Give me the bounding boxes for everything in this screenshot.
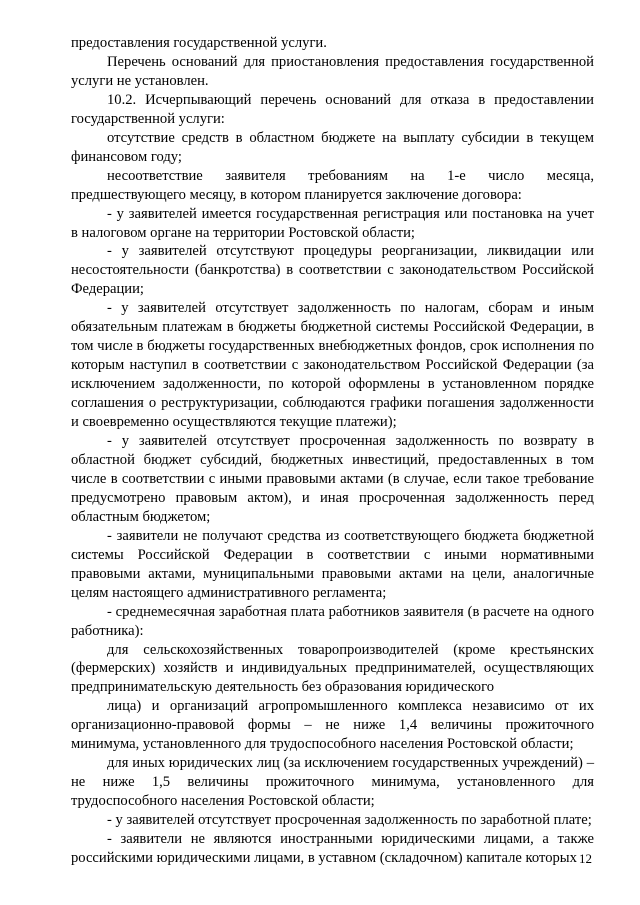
- paragraph-section-10-2: 10.2. Исчерпывающий перечень оснований для отказа в предоставлении государственной услуги:: [71, 91, 594, 127]
- paragraph-continuation: предоставления государственной услуги.: [71, 35, 327, 51]
- paragraph-other-legal-entities: для иных юридических лиц (за исключением государственных учреждений) – не ниже 1,5 величины прожиточного минимума, установленного для трудоспособного населения Ростовской области;: [71, 755, 594, 810]
- paragraph-other-budget-funds: - заявители не получают средства из соответствующего бюджета бюджетной системы Российской Федерации в соответствии с иными нормативными правовыми актами, муниципальными правовыми актами на цели, аналогичные целям настоящего административного регламента;: [71, 527, 594, 601]
- paragraph-budget-funds: отсутствие средств в областном бюджете на выплату субсидии в текущем финансовом году;: [71, 129, 594, 165]
- paragraph-suspension-grounds: Перечень оснований для приостановления предоставления государственной услуги не установлен.: [71, 53, 594, 89]
- paragraph-salary-arrears: - у заявителей отсутствует просроченная задолженность по заработной плате;: [107, 812, 592, 829]
- paragraph-average-salary: - среднемесячная заработная плата работников заявителя (в расчете на одного работника):: [71, 603, 594, 639]
- paragraph-tax-debt: - у заявителей отсутствует задолженность по налогам, сборам и иным обязательным платежам в бюджеты бюджетной системы Российской Федерации, в том числе в бюджеты государственных внебюджетных фондов, срок исполнения по которым наступил в соответствии с законодательством Российской Федерации (за исключением задолженности, по которой оформлены в установленном порядке соглашения о реструктуризации, соблюдаются графики погашения задолженности и своевременно осуществляются текущие платежи);: [71, 300, 594, 431]
- paragraph-agro-organizations: лица) и организаций агропромышленного комплекса независимо от их организационно-правовой формы – не ниже 1,4 величины прожиточного минимума, установленного для трудоспособного населения Ростовской области;: [71, 698, 594, 753]
- paragraph-foreign-entities: - заявители не являются иностранными юридическими лицами, а также российскими юридическими лицами, в уставном (складочном) капитале которых: [71, 831, 594, 866]
- paragraph-overdue-subsidies: - у заявителей отсутствует просроченная задолженность по возврату в областной бюджет субсидий, бюджетных инвестиций, предоставленных в том числе в соответствии с иными правовыми актами (в случае, если такое требование предусмотрено правовым актом), и иная просроченная задолженность перед областным бюджетом;: [71, 433, 594, 525]
- document-body: [71, 34, 594, 868]
- paragraph-requirements: несоответствие заявителя требованиям на 1-е число месяца, предшествующего месяцу, в котором планируется заключение договора:: [71, 167, 594, 203]
- paragraph-registration: - у заявителей имеется государственная регистрация или постановка на учет в налоговом органе на территории Ростовской области;: [71, 205, 594, 241]
- paragraph-agricultural-producers: для сельскохозяйственных товаропроизводителей (кроме крестьянских (фермерских) хозяйств и индивидуальных предпринимателей, осуществляющих предпринимательскую деятельность без образования юридического: [71, 641, 594, 696]
- paragraph-reorganization: - у заявителей отсутствуют процедуры реорганизации, ликвидации или несостоятельности (банкротства) в соответствии с законодательством Российской Федерации;: [71, 243, 594, 298]
- page-number: 12: [579, 851, 592, 866]
